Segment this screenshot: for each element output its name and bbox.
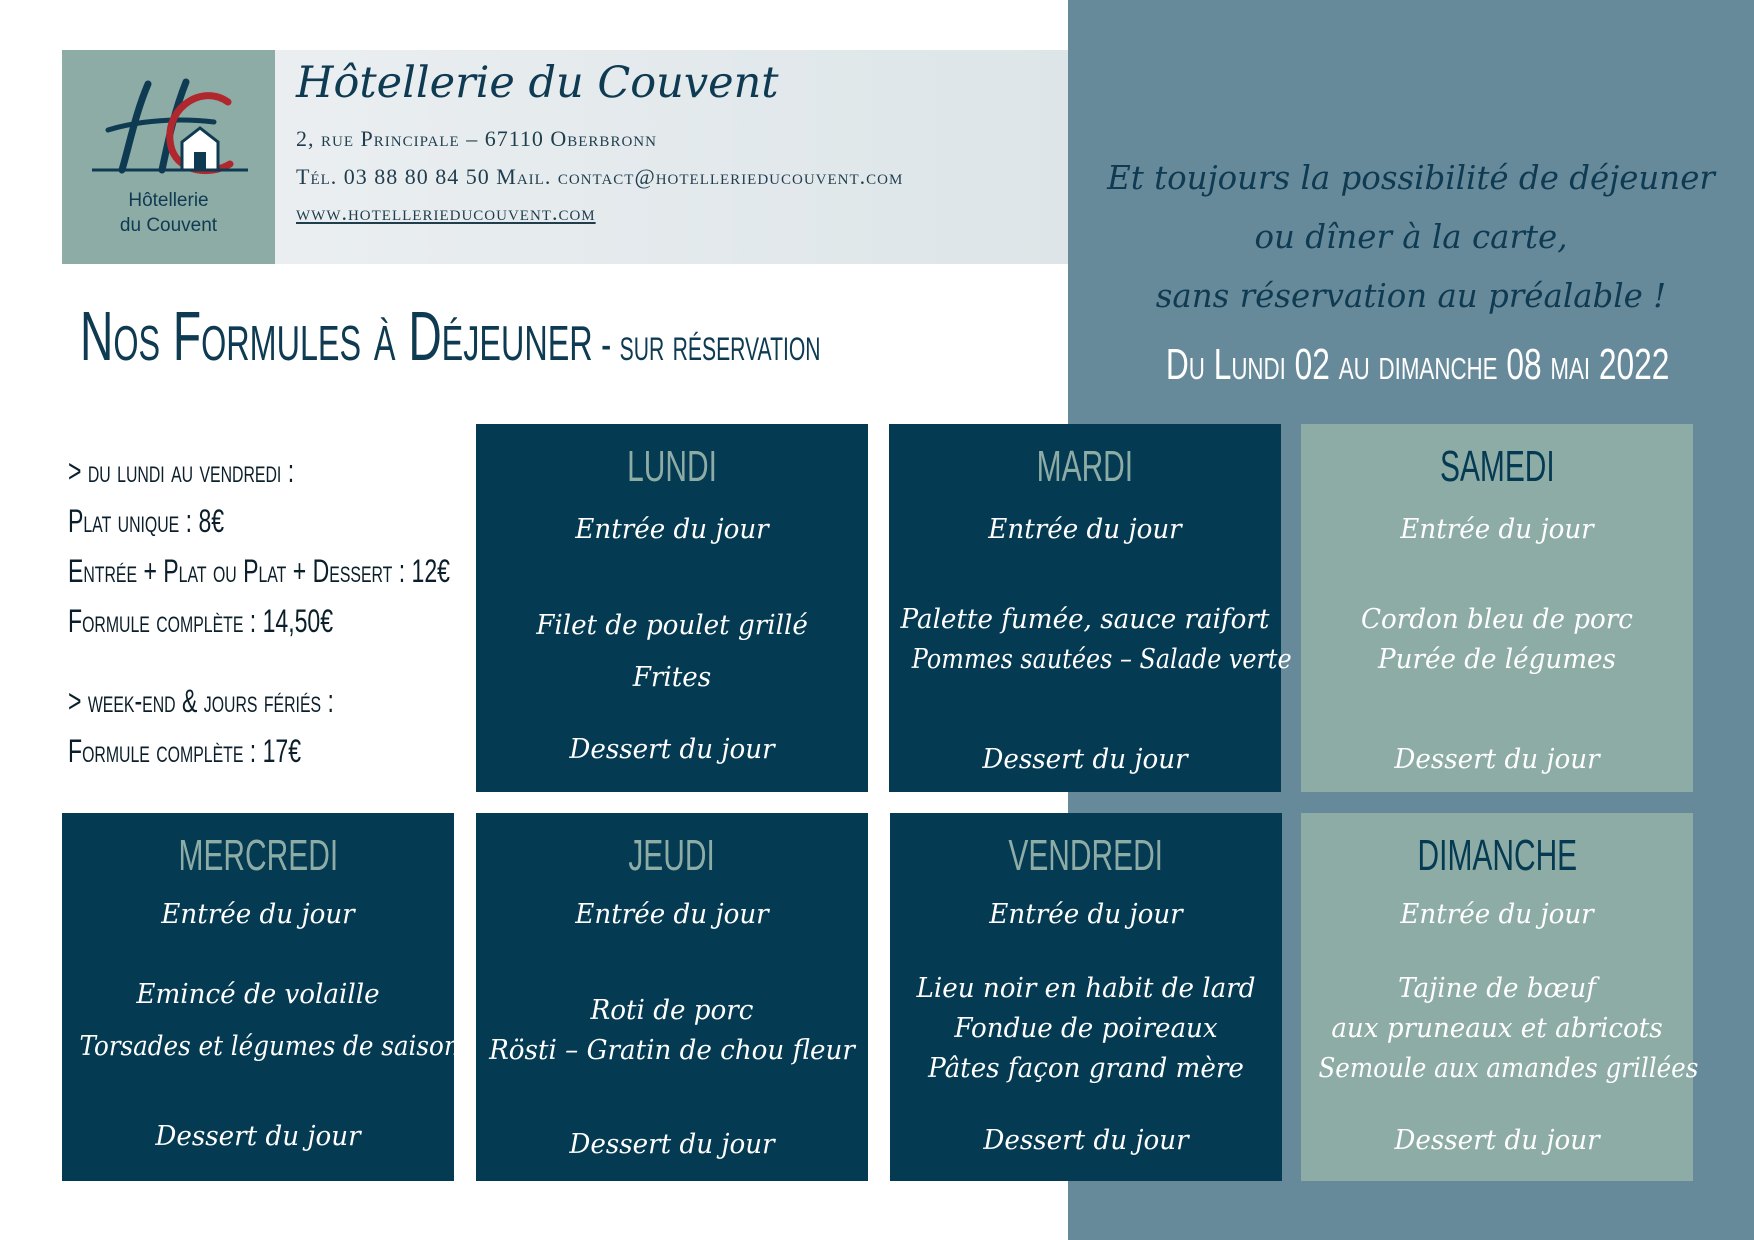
day-name: MERCREDI — [178, 831, 338, 880]
entree: Entrée du jour — [1400, 514, 1594, 545]
hotel-logo — [62, 50, 275, 264]
page-title-sub: - sur réservation — [592, 318, 821, 370]
dessert: Dessert du jour — [983, 1125, 1189, 1156]
hotel-name: Hôtellerie du Couvent — [296, 58, 779, 108]
menu-card-dimanche — [1301, 813, 1699, 1181]
page-title-main: Nos Formules à Déjeuner — [80, 297, 593, 375]
menu-card-lundi — [476, 424, 868, 792]
dessert: Dessert du jour — [569, 1129, 775, 1160]
main-dish: Roti de porc Rösti – Gratin de chou fleur — [489, 995, 855, 1066]
day-name: SAMEDI — [1439, 442, 1555, 491]
price-line: Formule complète : 17€ — [68, 733, 302, 769]
menu-card-jeudi — [476, 813, 868, 1181]
day-name: JEUDI — [628, 831, 716, 880]
dessert: Dessert du jour — [155, 1121, 361, 1152]
entree: Entrée du jour — [989, 899, 1183, 930]
main-dish: Emincé de volaille Torsades et légumes de saison — [79, 979, 460, 1062]
dessert: Dessert du jour — [569, 734, 775, 765]
day-name: MARDI — [1036, 442, 1134, 491]
logo-monogram-icon — [90, 72, 250, 202]
weekend-heading: > week-end & jours fériés : — [68, 683, 334, 719]
menu-card-mardi — [889, 424, 1292, 792]
entree: Entrée du jour — [575, 514, 769, 545]
tagline-line-3: sans réservation au préalable ! — [1155, 276, 1667, 315]
page-title — [80, 296, 821, 376]
logo-wordmark — [62, 188, 275, 238]
dessert: Dessert du jour — [1394, 744, 1600, 775]
weekday-heading: > du lundi au vendredi : — [68, 453, 295, 489]
main-dish: Cordon bleu de porc Purée de légumes — [1361, 604, 1633, 675]
website-link[interactable]: www.hotellerieducouvent.com — [296, 200, 596, 225]
menu-card-mercredi — [62, 813, 460, 1181]
logo-line-1: Hôtellerie — [128, 190, 209, 211]
day-name: LUNDI — [627, 442, 717, 491]
tagline — [1068, 148, 1754, 325]
menu-card-vendredi — [890, 813, 1282, 1181]
menu-card-samedi — [1301, 424, 1693, 792]
main-dish: Filet de poulet grillé Frites — [536, 610, 808, 693]
price-line: Entrée + Plat ou Plat + Dessert : 12€ — [68, 553, 450, 589]
price-line: Formule complète : 14,50€ — [68, 603, 334, 639]
date-range — [1068, 340, 1754, 390]
entree: Entrée du jour — [1400, 899, 1594, 930]
tagline-line-2: ou dîner à la carte, — [1254, 217, 1568, 256]
hotel-contact: Tél. 03 88 80 84 50 Mail. contact@hotellerieducouvent.com — [296, 164, 904, 189]
logo-line-2: du Couvent — [119, 215, 218, 236]
tagline-line-1: Et toujours la possibilité de déjeuner — [1107, 158, 1715, 197]
main-dish: Tajine de bœuf aux pruneaux et abricots Semoule aux amandes grillées — [1318, 973, 1699, 1084]
price-line: Plat unique : 8€ — [68, 503, 225, 539]
day-name: VENDREDI — [1008, 831, 1164, 880]
entree: Entrée du jour — [988, 514, 1182, 545]
main-dish: Lieu noir en habit de lard Fondue de poireaux Pâtes façon grand mère — [916, 973, 1256, 1084]
dessert: Dessert du jour — [1394, 1125, 1600, 1156]
main-dish: Palette fumée, sauce raifort Pommes sautées – Salade verte — [900, 604, 1292, 675]
date-range-text: Du Lundi 02 au dimanche 08 mai 2022 — [1165, 340, 1670, 389]
day-name: DIMANCHE — [1417, 831, 1577, 880]
hotel-address: 2, rue Principale – 67110 Oberbronn — [296, 126, 657, 151]
dessert: Dessert du jour — [982, 744, 1188, 775]
entree: Entrée du jour — [575, 899, 769, 930]
entree: Entrée du jour — [161, 899, 355, 930]
